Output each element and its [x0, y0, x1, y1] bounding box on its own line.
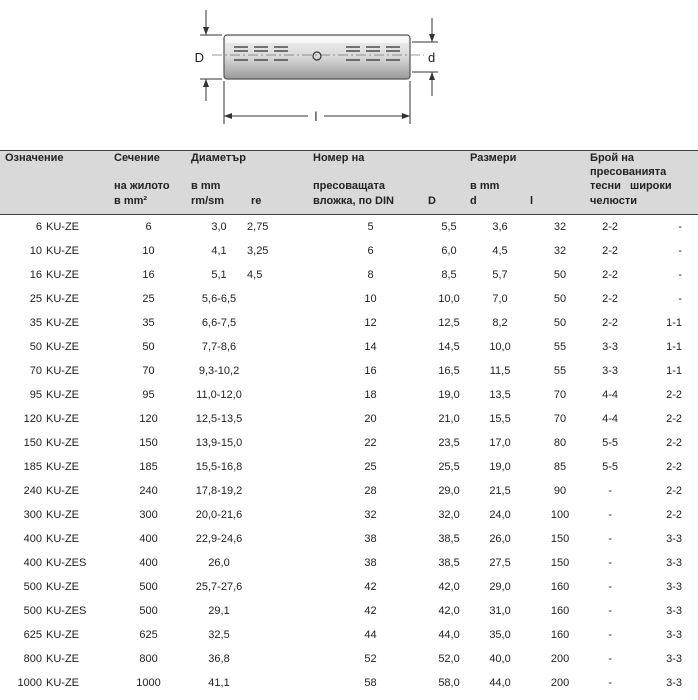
label-D: D — [194, 50, 204, 65]
row-number: 50 — [29, 341, 42, 353]
row-dim-d: 21,5 — [489, 485, 511, 497]
row-diameter-rmsm: 20,0-21,6 — [195, 509, 243, 521]
row-type: KU-ZE — [46, 221, 79, 233]
row-diameter-rmsm: 6,6-7,5 — [201, 317, 237, 329]
row-type: KU-ZE — [46, 389, 79, 401]
table-row — [0, 479, 698, 503]
row-diameter-rmsm: 11,0-12,0 — [196, 389, 242, 401]
row-press-wide: - — [678, 293, 683, 305]
table-row — [0, 623, 698, 647]
row-diameter-re — [247, 383, 313, 407]
row-dim-l: 70 — [553, 389, 567, 401]
row-number: 800 — [23, 653, 42, 665]
row-diameter-re — [247, 599, 313, 623]
row-press-wide: 3-3 — [666, 629, 683, 641]
row-diameter-re — [247, 431, 313, 455]
row-number: 10 — [29, 245, 42, 257]
header-press-wide: широки — [630, 180, 672, 192]
row-dim-l: 85 — [553, 461, 567, 473]
row-press-wide: 3-3 — [666, 605, 683, 617]
row-press-wide: 3-3 — [666, 557, 683, 569]
row-dim-D: 38,5 — [438, 557, 460, 569]
table-row — [0, 407, 698, 431]
row-type: KU-ZE — [46, 245, 79, 257]
row-section: 240 — [139, 485, 158, 497]
row-number: 500 — [23, 605, 42, 617]
row-press-narrow: 5-5 — [602, 461, 618, 473]
row-insert: 38 — [364, 533, 377, 545]
row-dim-d: 15,5 — [489, 413, 511, 425]
row-section: 500 — [139, 605, 158, 617]
row-type: KU-ZE — [46, 533, 79, 545]
row-number: 1000 — [17, 677, 42, 689]
row-diameter-re — [247, 503, 313, 527]
row-number: 6 — [35, 221, 42, 233]
row-section: 95 — [142, 389, 155, 401]
header-insert-2: пресоващата — [313, 180, 385, 192]
row-number: 400 — [23, 557, 42, 569]
row-section: 70 — [142, 365, 155, 377]
row-number: 150 — [23, 437, 42, 449]
row-type: KU-ZE — [46, 485, 79, 497]
row-diameter-rmsm: 26,0 — [208, 557, 230, 569]
row-diameter-rmsm: 4,1 — [211, 245, 227, 257]
row-press-wide: 1-1 — [666, 317, 683, 329]
row-type: KU-ZE — [46, 509, 79, 521]
row-dim-D: 16,5 — [438, 365, 460, 377]
row-press-wide: 1-1 — [666, 341, 683, 353]
row-insert: 28 — [364, 485, 377, 497]
row-dim-D: 23,5 — [438, 437, 460, 449]
row-press-narrow: 3-3 — [602, 341, 618, 353]
row-insert: 8 — [367, 269, 374, 281]
row-number: 16 — [29, 269, 42, 281]
header-section-1: Сечение — [114, 152, 160, 164]
table-row — [0, 335, 698, 359]
table-row — [0, 599, 698, 623]
header-dims-1: Размери — [470, 152, 517, 164]
row-diameter-re — [247, 623, 313, 647]
row-insert: 22 — [364, 437, 377, 449]
table-row — [0, 503, 698, 527]
row-dim-l: 160 — [550, 629, 570, 641]
row-insert: 20 — [364, 413, 377, 425]
row-dim-D: 12,5 — [438, 317, 460, 329]
row-insert: 6 — [367, 245, 374, 257]
row-number: 185 — [23, 461, 42, 473]
row-dim-d: 19,0 — [489, 461, 511, 473]
row-dim-l: 90 — [553, 485, 567, 497]
row-dim-D: 14,5 — [438, 341, 460, 353]
row-diameter-re — [247, 335, 313, 359]
row-press-narrow: - — [608, 581, 612, 593]
header-diameter-2: в mm — [191, 180, 221, 192]
row-number: 70 — [29, 365, 42, 377]
row-diameter-re — [247, 647, 313, 671]
row-dim-D: 8,5 — [441, 269, 457, 281]
row-press-wide: 3-3 — [666, 677, 683, 689]
table-row — [0, 287, 698, 311]
header-section-2: на жилото — [114, 180, 170, 192]
row-dim-l: 150 — [550, 533, 570, 545]
row-dim-D: 42,0 — [438, 581, 460, 593]
header-diameter-1: Диаметър — [191, 152, 246, 164]
header-diameter-re: re — [247, 194, 313, 215]
label-l: l — [314, 109, 318, 124]
row-press-wide: 3-3 — [666, 533, 683, 545]
header-diameter-rmsm: rm/sm — [191, 194, 247, 215]
row-dim-D: 38,5 — [438, 533, 460, 545]
row-insert: 16 — [364, 365, 377, 377]
row-section: 625 — [139, 629, 158, 641]
row-diameter-re — [247, 287, 313, 311]
row-section: 400 — [139, 557, 158, 569]
row-number: 25 — [29, 293, 42, 305]
row-diameter-rmsm: 25,7-27,6 — [195, 581, 243, 593]
row-section: 1000 — [136, 677, 161, 689]
row-press-narrow: - — [608, 557, 612, 569]
row-dim-d: 24,0 — [489, 509, 511, 521]
row-number: 500 — [23, 581, 42, 593]
header-section-3: в mm² — [106, 194, 191, 215]
row-section: 120 — [139, 413, 158, 425]
row-dim-l: 70 — [553, 413, 567, 425]
row-dim-d: 29,0 — [489, 581, 511, 593]
row-number: 400 — [23, 533, 42, 545]
row-press-wide: 2-2 — [666, 509, 683, 521]
row-section: 185 — [139, 461, 158, 473]
row-dim-D: 25,5 — [438, 461, 460, 473]
row-diameter-re: 2,75 — [247, 221, 269, 233]
row-type: KU-ZE — [46, 317, 79, 329]
row-press-narrow: 2-2 — [602, 245, 618, 257]
table-row — [0, 647, 698, 671]
header-press-narrow: тесни — [590, 180, 621, 192]
row-diameter-rmsm: 29,1 — [208, 605, 230, 617]
table-row — [0, 455, 698, 479]
row-type: KU-ZE — [46, 293, 79, 305]
row-section: 25 — [142, 293, 155, 305]
row-insert: 42 — [364, 581, 377, 593]
row-press-narrow: 4-4 — [602, 389, 618, 401]
row-press-narrow: - — [608, 605, 612, 617]
row-insert: 32 — [364, 509, 377, 521]
spec-table — [0, 150, 698, 695]
row-press-wide: - — [678, 245, 683, 257]
row-insert: 18 — [364, 389, 377, 401]
row-press-narrow: 2-2 — [602, 317, 618, 329]
row-press-narrow: 2-2 — [602, 221, 618, 233]
row-section: 150 — [139, 437, 158, 449]
row-diameter-re — [247, 479, 313, 503]
table-body — [0, 215, 698, 696]
row-section: 300 — [139, 509, 158, 521]
row-dim-D: 44,0 — [438, 629, 460, 641]
row-press-narrow: - — [608, 653, 612, 665]
header-designation: Означение — [5, 152, 64, 164]
table-row — [0, 239, 698, 263]
row-diameter-re — [247, 527, 313, 551]
table-header — [0, 151, 698, 215]
row-section: 35 — [142, 317, 155, 329]
row-dim-l: 32 — [553, 245, 567, 257]
header-insert-1: Номер на — [313, 152, 365, 164]
row-dim-l: 160 — [550, 581, 570, 593]
row-press-narrow: 3-3 — [602, 365, 618, 377]
row-number: 35 — [29, 317, 42, 329]
row-dim-d: 10,0 — [489, 341, 511, 353]
row-diameter-rmsm: 13,9-15,0 — [195, 437, 243, 449]
row-press-narrow: 4-4 — [602, 413, 618, 425]
row-press-narrow: 2-2 — [602, 269, 618, 281]
row-insert: 42 — [364, 605, 377, 617]
row-insert: 14 — [364, 341, 377, 353]
table-row — [0, 671, 698, 695]
row-diameter-rmsm: 36,8 — [208, 653, 230, 665]
table-row — [0, 575, 698, 599]
row-diameter-rmsm: 7,7-8,6 — [201, 341, 237, 353]
header-dims-d: d — [470, 194, 530, 215]
row-dim-d: 44,0 — [489, 677, 511, 689]
row-dim-d: 11,5 — [489, 365, 511, 377]
row-dim-d: 26,0 — [489, 533, 511, 545]
header-insert-3: вложка, по DIN — [313, 194, 428, 215]
row-press-wide: - — [678, 221, 683, 233]
row-diameter-re — [247, 671, 313, 695]
row-diameter-rmsm: 3,0 — [211, 221, 227, 233]
row-press-wide: 1-1 — [666, 365, 683, 377]
row-type: KU-ZES — [46, 557, 87, 569]
row-type: KU-ZE — [46, 341, 79, 353]
row-dim-l: 55 — [553, 365, 567, 377]
row-dim-l: 100 — [550, 509, 570, 521]
table-row — [0, 431, 698, 455]
table-row — [0, 383, 698, 407]
spec-table-wrap — [0, 150, 698, 695]
row-press-wide: 3-3 — [666, 581, 683, 593]
row-dim-d: 7,0 — [492, 293, 508, 305]
row-section: 10 — [142, 245, 155, 257]
row-dim-l: 50 — [553, 269, 567, 281]
row-press-wide: 2-2 — [666, 389, 683, 401]
row-press-wide: 2-2 — [666, 413, 683, 425]
row-press-wide: 2-2 — [666, 461, 683, 473]
table-row — [0, 215, 698, 240]
table-row — [0, 527, 698, 551]
row-dim-d: 27,5 — [489, 557, 511, 569]
row-type: KU-ZE — [46, 461, 79, 473]
row-insert: 52 — [364, 653, 377, 665]
row-press-narrow: - — [608, 509, 612, 521]
row-dim-l: 80 — [553, 437, 567, 449]
row-dim-l: 55 — [553, 341, 567, 353]
row-diameter-re — [247, 359, 313, 383]
row-dim-D: 6,0 — [441, 245, 457, 257]
row-press-wide: 2-2 — [666, 485, 683, 497]
row-dim-l: 160 — [550, 605, 570, 617]
row-dim-d: 4,5 — [492, 245, 508, 257]
row-dim-d: 40,0 — [489, 653, 511, 665]
row-diameter-re — [247, 575, 313, 599]
row-dim-d: 17,0 — [489, 437, 511, 449]
row-number: 625 — [23, 629, 42, 641]
row-dim-d: 5,7 — [492, 269, 508, 281]
row-dim-d: 31,0 — [489, 605, 511, 617]
row-type: KU-ZE — [46, 413, 79, 425]
row-type: KU-ZE — [46, 653, 79, 665]
connector-drawing — [0, 0, 698, 140]
row-dim-D: 21,0 — [438, 413, 460, 425]
row-diameter-rmsm: 12,5-13,5 — [195, 413, 243, 425]
row-dim-D: 29,0 — [438, 485, 460, 497]
row-press-wide: 2-2 — [666, 437, 683, 449]
row-type: KU-ZE — [46, 629, 79, 641]
header-press-jaws: челюсти — [590, 194, 698, 215]
row-diameter-rmsm: 5,1 — [211, 269, 227, 281]
row-dim-D: 52,0 — [438, 653, 460, 665]
row-insert: 38 — [364, 557, 377, 569]
row-insert: 5 — [367, 221, 374, 233]
row-press-narrow: 5-5 — [602, 437, 618, 449]
row-diameter-re — [247, 407, 313, 431]
row-diameter-re — [247, 455, 313, 479]
row-diameter-rmsm: 5,6-6,5 — [201, 293, 237, 305]
row-diameter-rmsm: 9,3-10,2 — [198, 365, 240, 377]
row-diameter-re — [247, 551, 313, 575]
row-diameter-rmsm: 15,5-16,8 — [195, 461, 243, 473]
row-number: 120 — [23, 413, 42, 425]
table-row — [0, 263, 698, 287]
row-insert: 12 — [364, 317, 377, 329]
row-section: 50 — [142, 341, 155, 353]
row-dim-D: 10,0 — [438, 293, 460, 305]
row-section: 16 — [142, 269, 155, 281]
row-dim-d: 35,0 — [489, 629, 511, 641]
row-dim-D: 19,0 — [438, 389, 460, 401]
row-dim-l: 50 — [553, 317, 567, 329]
row-dim-l: 200 — [550, 677, 570, 689]
table-row — [0, 359, 698, 383]
row-section: 800 — [139, 653, 158, 665]
row-insert: 25 — [364, 461, 377, 473]
row-dim-D: 58,0 — [438, 677, 460, 689]
table-row — [0, 311, 698, 335]
row-type: KU-ZE — [46, 581, 79, 593]
row-press-wide: 3-3 — [666, 653, 683, 665]
row-insert: 58 — [364, 677, 377, 689]
row-type: KU-ZES — [46, 605, 87, 617]
label-d: d — [428, 50, 436, 65]
row-dim-l: 200 — [550, 653, 570, 665]
header-press-1: Брой на пресованията — [590, 152, 667, 178]
row-diameter-re — [247, 311, 313, 335]
row-diameter-re: 3,25 — [247, 245, 269, 257]
row-dim-l: 50 — [553, 293, 567, 305]
butt-connector-diagram — [0, 0, 698, 140]
row-press-narrow: - — [608, 629, 612, 641]
row-type: KU-ZE — [46, 365, 79, 377]
row-diameter-re: 4,5 — [247, 269, 263, 281]
row-dim-d: 13,5 — [489, 389, 511, 401]
row-dim-D: 42,0 — [438, 605, 460, 617]
row-diameter-rmsm: 22,9-24,6 — [195, 533, 243, 545]
row-number: 95 — [29, 389, 42, 401]
row-diameter-rmsm: 41,1 — [208, 677, 230, 689]
row-insert: 44 — [364, 629, 377, 641]
header-dims-D: D — [428, 194, 470, 215]
row-press-narrow: - — [608, 533, 612, 545]
row-diameter-rmsm: 32,5 — [208, 629, 230, 641]
row-diameter-rmsm: 17,8-19,2 — [195, 485, 243, 497]
row-press-narrow: 2-2 — [602, 293, 618, 305]
table-row — [0, 551, 698, 575]
header-dims-2: в mm — [470, 180, 500, 192]
row-dim-l: 32 — [553, 221, 567, 233]
row-dim-d: 8,2 — [492, 317, 508, 329]
row-type: KU-ZE — [46, 677, 79, 689]
row-number: 300 — [23, 509, 42, 521]
row-section: 6 — [145, 221, 152, 233]
row-type: KU-ZE — [46, 437, 79, 449]
header-dims-l: l — [530, 194, 590, 215]
row-dim-D: 5,5 — [441, 221, 457, 233]
row-section: 400 — [139, 533, 158, 545]
row-section: 500 — [139, 581, 158, 593]
row-dim-D: 32,0 — [438, 509, 460, 521]
row-dim-d: 3,6 — [492, 221, 508, 233]
row-press-narrow: - — [608, 677, 612, 689]
row-number: 240 — [23, 485, 42, 497]
row-press-narrow: - — [608, 485, 612, 497]
row-press-wide: - — [678, 269, 683, 281]
row-dim-l: 150 — [550, 557, 570, 569]
row-insert: 10 — [364, 293, 377, 305]
row-type: KU-ZE — [46, 269, 79, 281]
